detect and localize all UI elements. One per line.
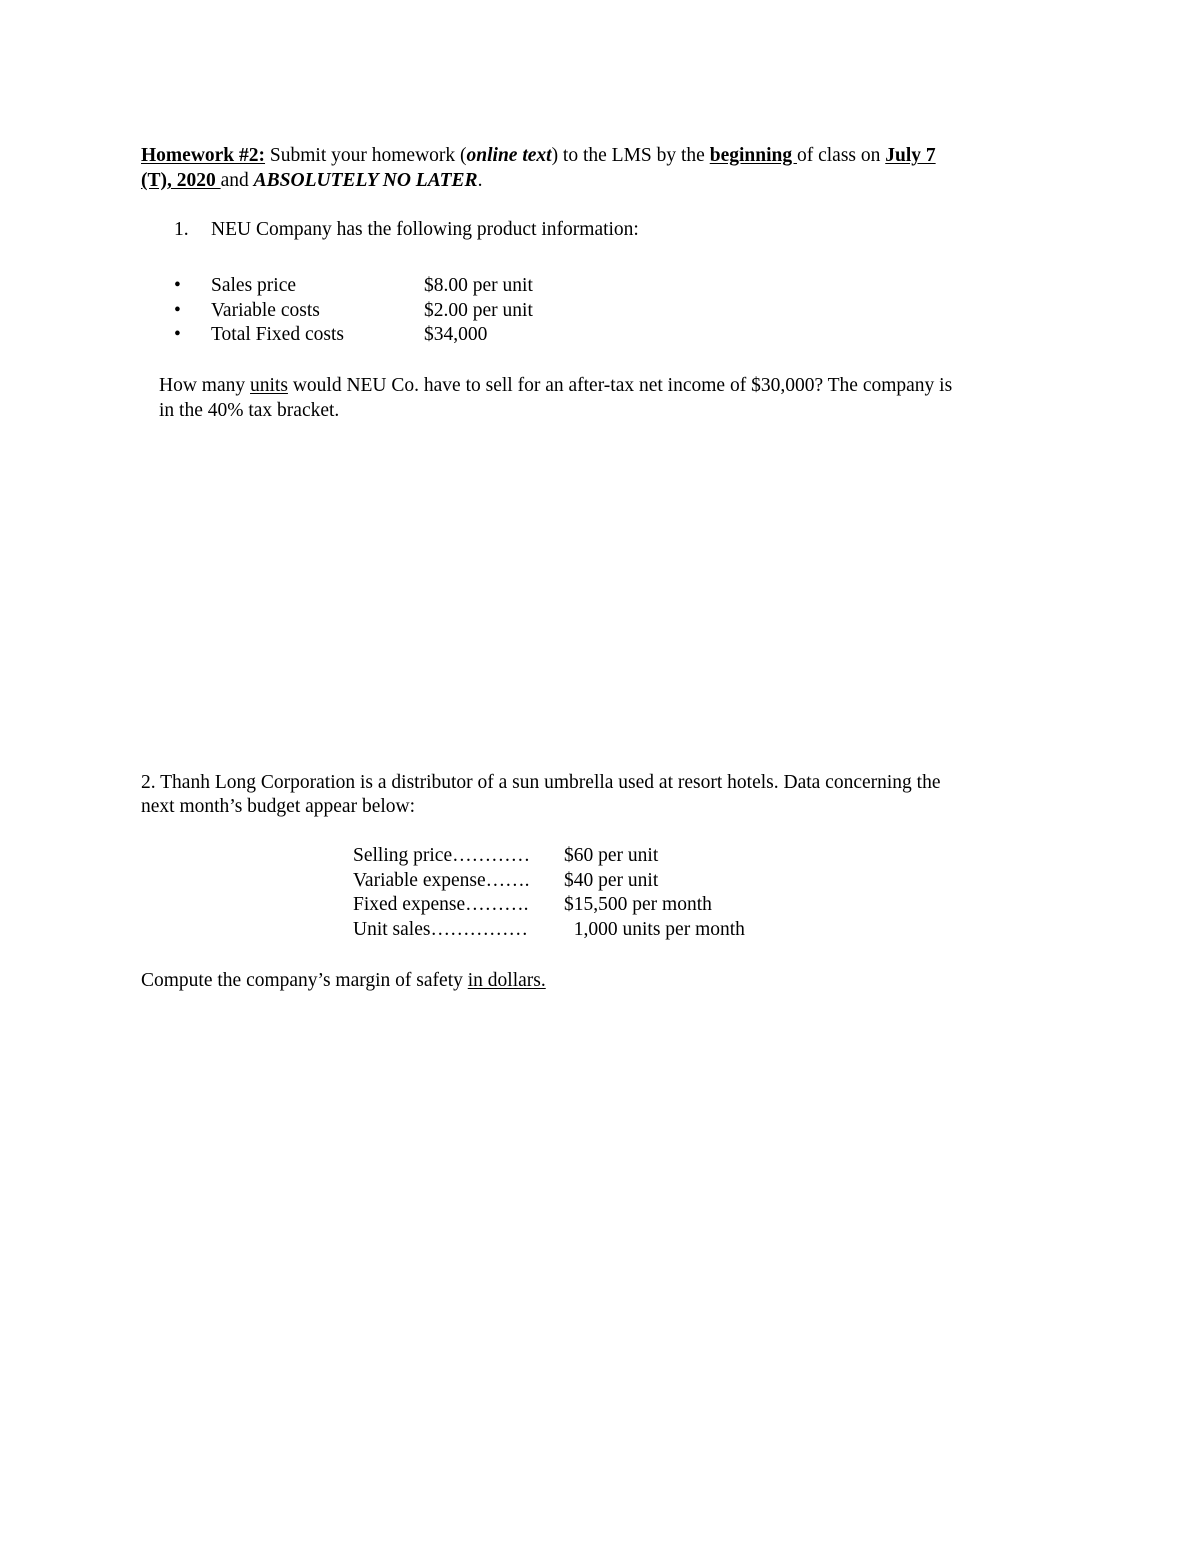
compute-text: Compute the company’s margin of safety <box>141 970 468 991</box>
homework-label: Homework #2: <box>141 145 266 166</box>
q2-row-label: Selling price………… <box>353 845 531 866</box>
units-emphasis: units <box>250 375 288 396</box>
bullet-icon: • <box>174 275 181 296</box>
q1-intro: NEU Company has the following product information: <box>211 219 639 240</box>
question-text: How many <box>159 375 250 396</box>
q1-question-line1 <box>159 373 952 398</box>
q1-item-label: Sales price <box>211 275 297 296</box>
q1-number: 1. <box>174 219 189 240</box>
q2-compute <box>141 968 546 993</box>
q1-item-value: $8.00 per unit <box>424 275 533 296</box>
q2-row-value: $40 per unit <box>564 870 659 891</box>
q2-row-label: Unit sales…………… <box>353 919 528 940</box>
bullet-icon: • <box>174 300 181 321</box>
q2-row-label: Variable expense……. <box>353 870 530 891</box>
header-text: and <box>220 170 254 191</box>
due-date-part1: July 7 <box>885 145 936 166</box>
q2-row-label: Fixed expense………. <box>353 894 529 915</box>
due-date-part2: (T), 2020 <box>141 170 221 191</box>
homework-header-line1 <box>141 143 936 168</box>
q1-item-label: Total Fixed costs <box>211 324 344 345</box>
q2-row-value: $15,500 per month <box>564 894 712 915</box>
online-text-emphasis: online text <box>466 145 552 166</box>
q1-item-value: $2.00 per unit <box>424 300 533 321</box>
bullet-icon: • <box>174 324 181 345</box>
q1-item-value: $34,000 <box>424 324 488 345</box>
q2-intro-line1: 2. Thanh Long Corporation is a distributor of a sun umbrella used at resort hotels. Data concerning the <box>141 772 941 793</box>
header-text: of class on <box>796 145 886 166</box>
q2-row-value: $60 per unit <box>564 845 659 866</box>
homework-header-line2 <box>141 168 482 193</box>
q1-question-line2: in the 40% tax bracket. <box>159 400 340 421</box>
q2-row-value: 1,000 units per month <box>564 919 745 940</box>
header-text: ) to the LMS by the <box>551 145 710 166</box>
header-text: Submit your homework ( <box>265 145 467 166</box>
beginning-emphasis: beginning <box>709 145 797 166</box>
q2-intro-line2: next month’s budget appear below: <box>141 796 416 817</box>
no-later-emphasis: ABSOLUTELY NO LATER <box>253 170 478 191</box>
q1-item-label: Variable costs <box>211 300 320 321</box>
question-text: would NEU Co. have to sell for an after-tax net income of $30,000? The company is <box>287 375 953 396</box>
in-dollars-emphasis: in dollars. <box>467 970 546 991</box>
header-text: . <box>477 170 483 191</box>
